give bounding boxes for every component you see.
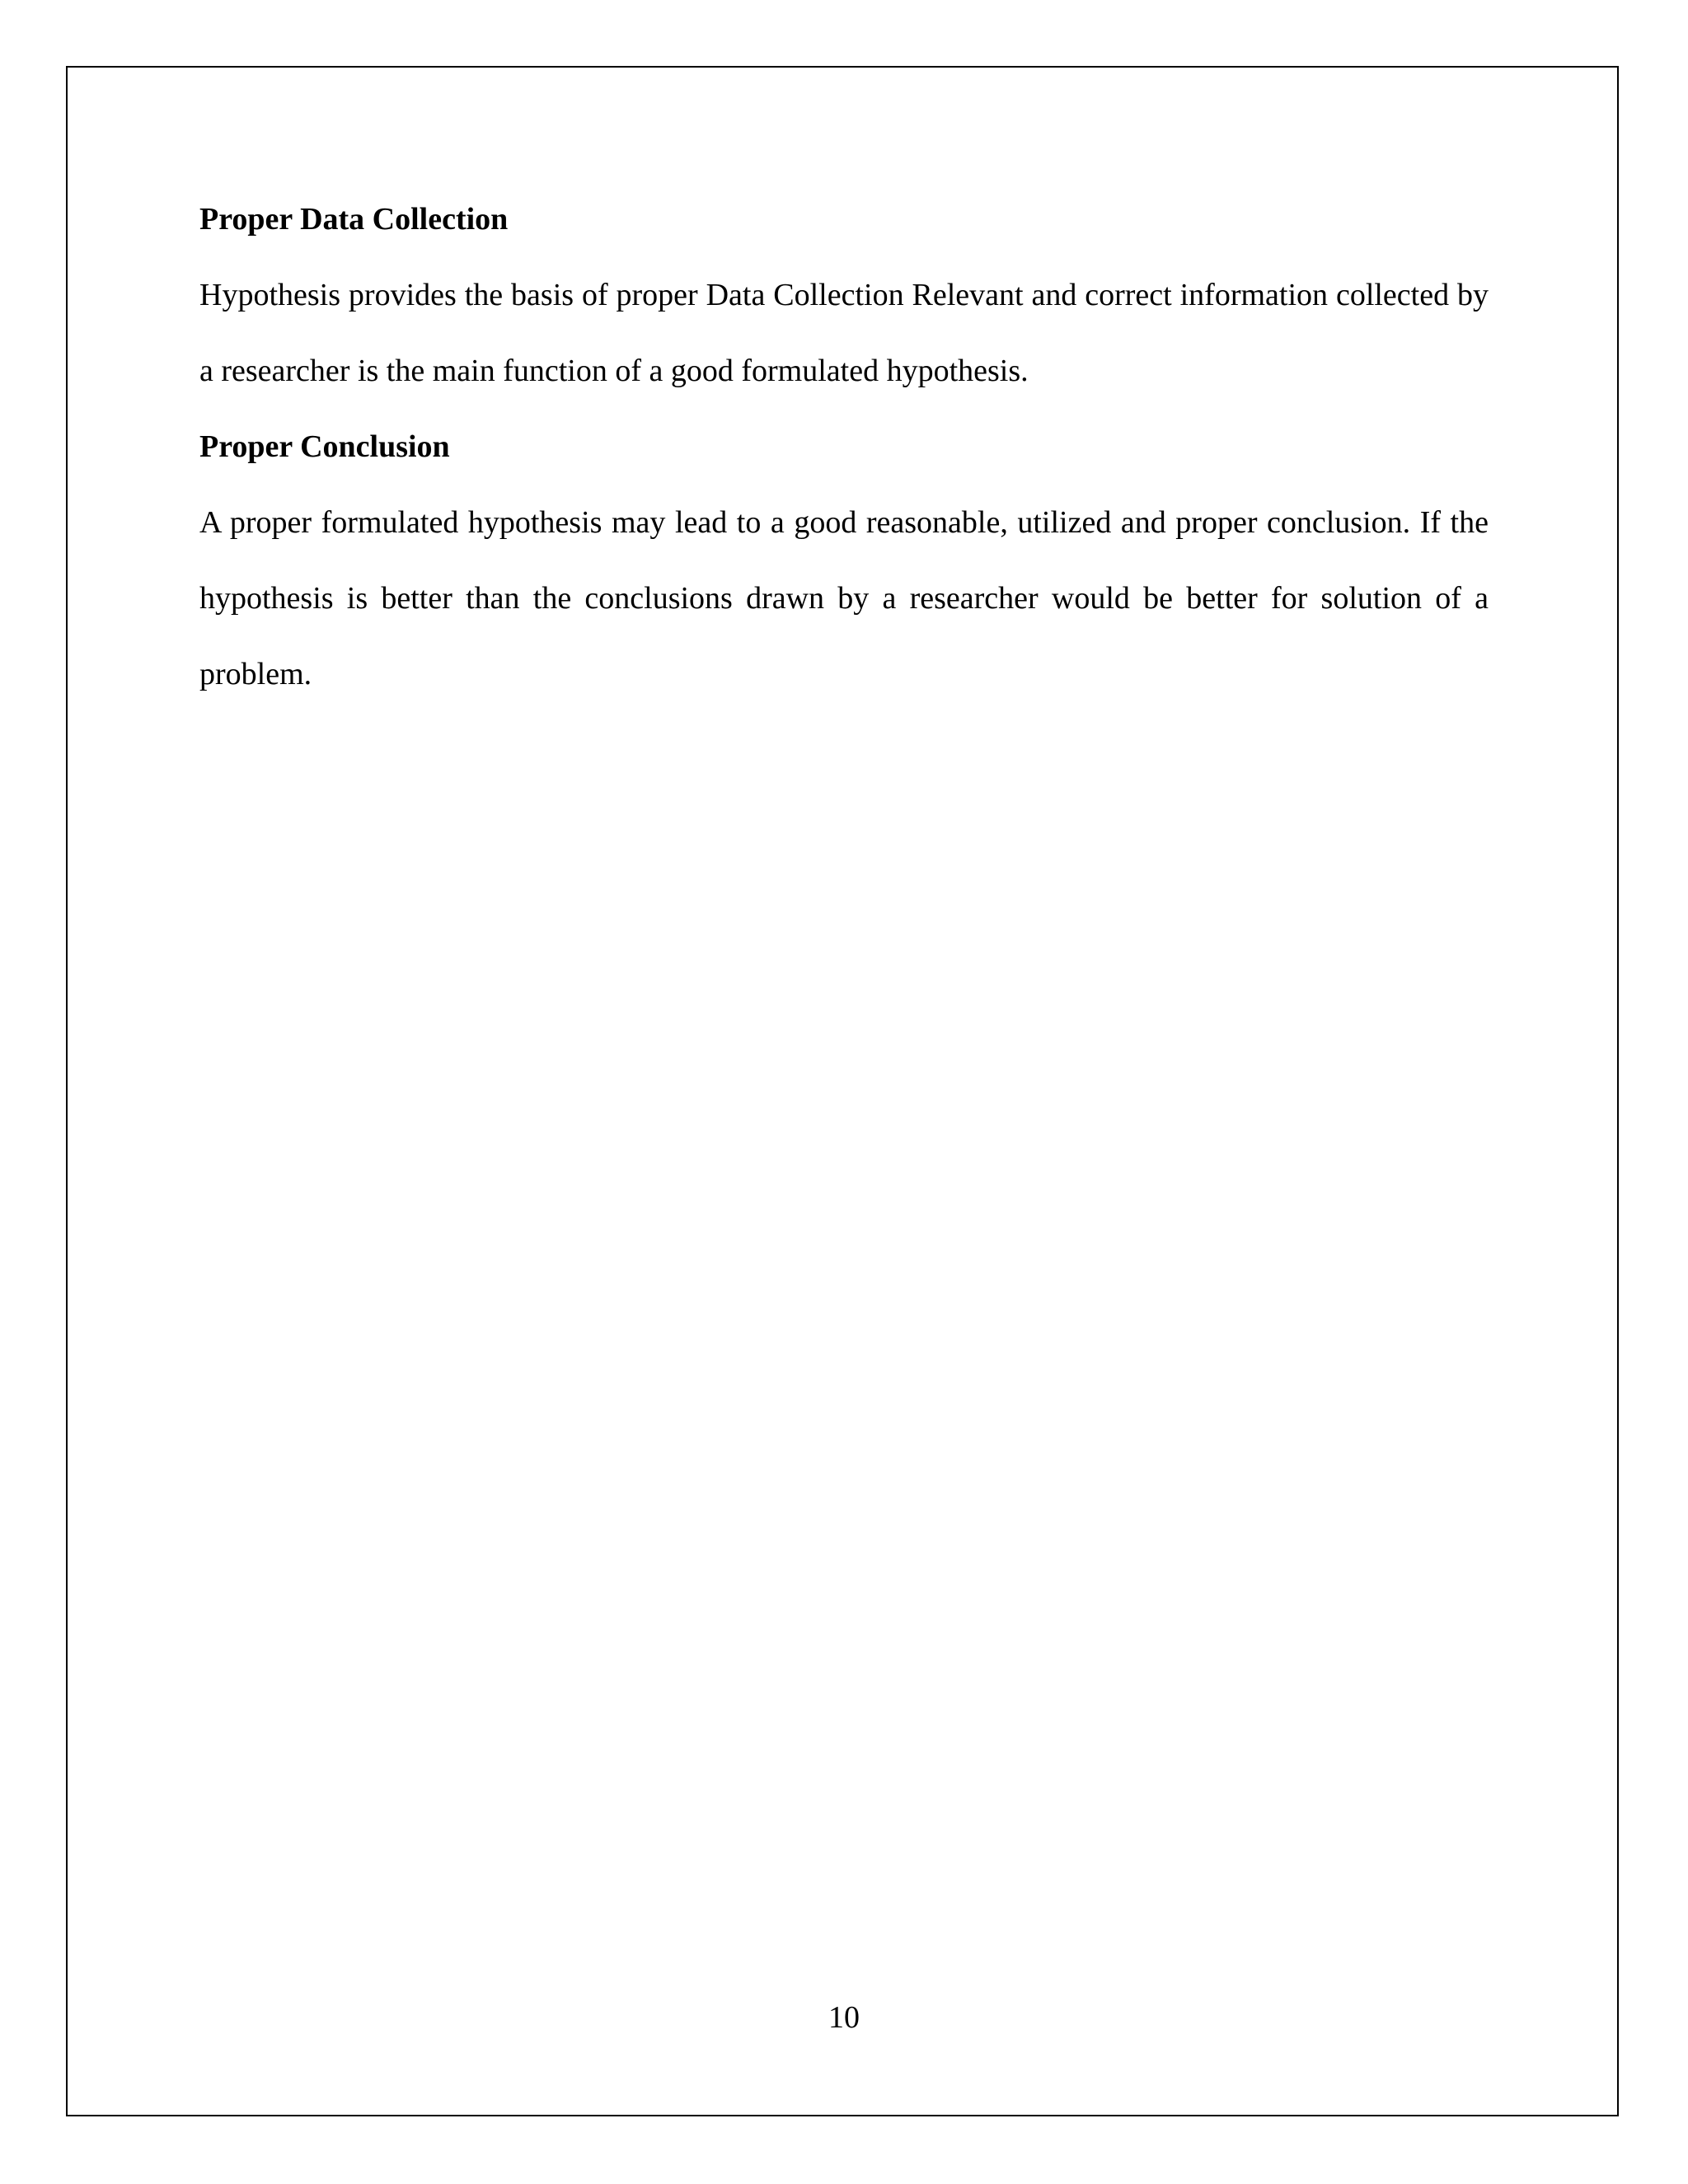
page-number: 10 (828, 2000, 860, 2035)
section-heading-data-collection: Proper Data Collection (199, 202, 509, 237)
document-body (199, 196, 1489, 727)
section-heading-conclusion: Proper Conclusion (199, 429, 450, 464)
section-body-conclusion: A proper formulated hypothesis may lead to a good reasonable, utilized and proper conclusion. If the hypothesis is better than the conclusions drawn by a researcher would be better for solution of a problem. (199, 505, 1489, 691)
section-body-data-collection: Hypothesis provides the basis of proper Data Collection Relevant and correct information collected by a researcher is the main function of a good formulated hypothesis. (199, 278, 1489, 388)
